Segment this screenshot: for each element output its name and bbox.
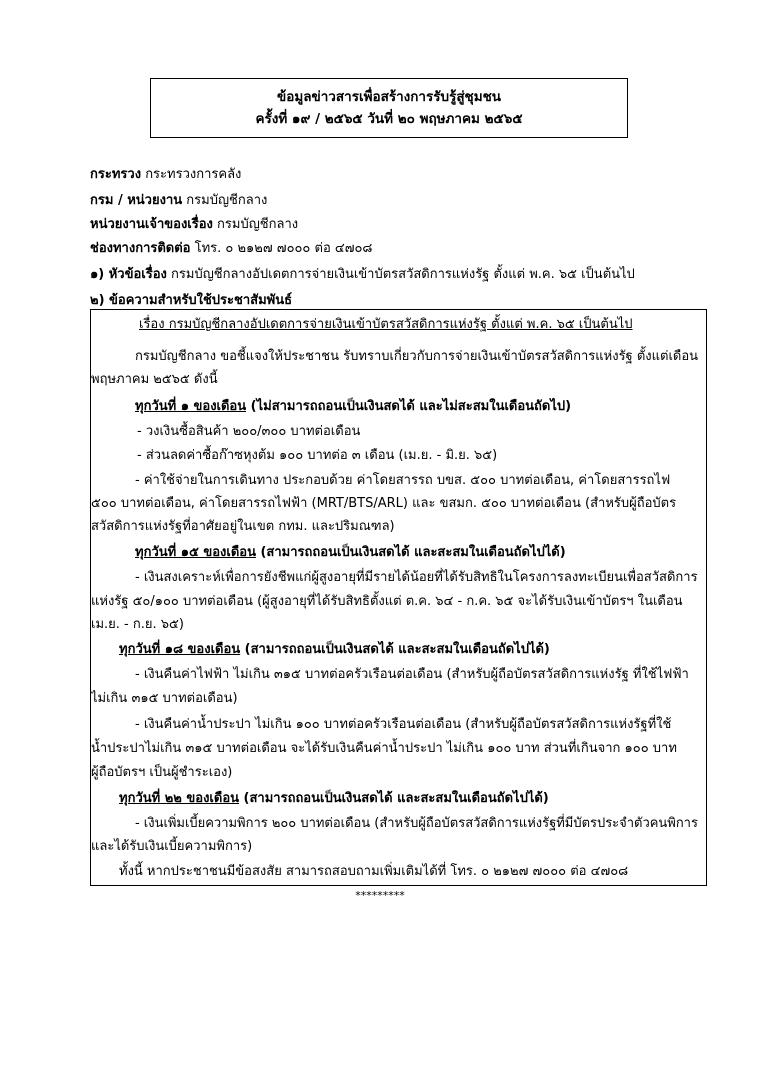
day-1-item-c-1: - ค่าใช้จ่ายในการเดินทาง ประกอบด้วย ค่าโดยสารรถ บขส. ๕๐๐ บาทต่อเดือน, ค่าโดยสารรถไฟ bbox=[135, 473, 671, 488]
meta-department-label: กรม / หน่วยงาน bbox=[90, 193, 183, 208]
day-1-item-c-2: ๕๐๐ บาทต่อเดือน, ค่าโดยสารรถไฟฟ้า (MRT/BTS/ARL) และ ขสมก. ๕๐๐ บาทต่อเดือน (สำหรับผู้ถือบัตร bbox=[91, 496, 677, 511]
section-day-15-note: (สามารถถอนเป็นเงินสดได้ และสะสมในเดือนถัดไปได้) bbox=[255, 545, 566, 560]
section-day-18-title: ทุกวันที่ ๑๘ ของเดือน bbox=[119, 642, 241, 657]
day-18-item-a-1: - เงินคืนค่าไฟฟ้า ไม่เกิน ๓๑๕ บาทต่อครัวเรือนต่อเดือน (สำหรับผู้ถือบัตรสวัสดิการแห่งรัฐ ที่ใช้ไฟฟ้า bbox=[135, 667, 689, 682]
section-day-1 bbox=[135, 398, 571, 416]
meta-ministry-value: กระทรวงการคลัง bbox=[145, 167, 242, 182]
meta-pr-label: ๒) ข้อความสำหรับใช้ประชาสัมพันธ์ bbox=[90, 293, 293, 308]
meta-subject bbox=[90, 263, 635, 284]
meta-owner-label: หน่วยงานเจ้าของเรื่อง bbox=[90, 217, 213, 232]
section-day-1-title: ทุกวันที่ ๑ ของเดือน bbox=[135, 399, 247, 414]
section-day-22-note: (สามารถถอนเป็นเงินสดได้ และสะสมในเดือนถัดไปได้) bbox=[239, 791, 549, 806]
header-title: ข้อมูลข่าวสารเพื่อสร้างการรับรู้สู่ชุมชน bbox=[276, 89, 502, 105]
section-day-22 bbox=[119, 790, 549, 808]
section-day-15 bbox=[135, 544, 566, 562]
day-1-item-a: - วงเงินซื้อสินค้า ๒๐๐/๓๐๐ บาทต่อเดือน bbox=[137, 424, 361, 439]
day-18-item-b-1: - เงินคืนค่าน้ำประปา ไม่เกิน ๑๐๐ บาทต่อครัวเรือนต่อเดือน (สำหรับผู้ถือบัตรสวัสดิการแห่งรัฐที่ใช้ bbox=[135, 717, 672, 732]
content-heading: เรื่อง กรมบัญชีกลางอัปเดตการจ่ายเงินเข้าบัตรสวัสดิการแห่งรัฐ ตั้งแต่ พ.ค. ๖๕ เป็นต้นไป bbox=[139, 317, 633, 332]
day-1-item-c-3: สวัสดิการแห่งรัฐที่อาศัยอยู่ในเขต กทม. และปริมณฑล) bbox=[91, 519, 395, 534]
section-day-18-note: (สามารถถอนเป็นเงินสดได้ และสะสมในเดือนถัดไปได้) bbox=[240, 642, 550, 657]
intro-line-2: พฤษภาคม ๒๕๖๕ ดังนี้ bbox=[91, 372, 218, 387]
meta-contact-label: ช่องทางการติดต่อ bbox=[90, 241, 191, 256]
day-22-item-a-1: - เงินเพิ่มเบี้ยความพิการ ๒๐๐ บาทต่อเดือน (สำหรับผู้ถือบัตรสวัสดิการแห่งรัฐที่มีบัตรประจำตัวคนพิการ bbox=[135, 816, 698, 831]
end-marker: ********* bbox=[355, 889, 405, 902]
day-18-item-a-2: ไม่เกิน ๓๑๕ บาทต่อเดือน) bbox=[91, 691, 238, 706]
section-day-18 bbox=[119, 641, 550, 659]
meta-subject-label: ๑) หัวข้อเรื่อง bbox=[90, 267, 167, 282]
meta-contact-value: โทร. ๐ ๒๑๒๗ ๗๐๐๐ ต่อ ๔๗๐๘ bbox=[194, 241, 373, 256]
day-18-item-b-2: น้ำประปาไม่เกิน ๓๑๕ บาทต่อเดือน จะได้รับเงินคืนค่าน้ำประปา ไม่เกิน ๑๐๐ บาท ส่วนที่เกินจาก ๑๐๐ บาท bbox=[91, 741, 677, 756]
section-day-1-note: (ไม่สามารถถอนเป็นเงินสดได้ และไม่สะสมในเดือนถัดไป) bbox=[246, 399, 572, 414]
closing-contact: ทั้งนี้ หากประชาชนมีข้อสงสัย สามารถสอบถามเพิ่มเติมได้ที่ โทร. ๐ ๒๑๒๗ ๗๐๐๐ ต่อ ๔๗๐๘ bbox=[119, 864, 629, 879]
meta-department-value: กรมบัญชีกลาง bbox=[186, 193, 268, 208]
meta-owner bbox=[90, 213, 298, 234]
meta-contact bbox=[90, 237, 372, 258]
header-issue-date: ครั้งที่ ๑๙ / ๒๕๖๕ วันที่ ๒๐ พฤษภาคม ๒๕๖๕ bbox=[255, 111, 523, 127]
meta-ministry-label: กระทรวง bbox=[90, 167, 142, 182]
meta-subject-value: กรมบัญชีกลางอัปเดตการจ่ายเงินเข้าบัตรสวัสดิการแห่งรัฐ ตั้งแต่ พ.ค. ๖๕ เป็นต้นไป bbox=[171, 267, 635, 282]
meta-department bbox=[90, 189, 267, 210]
header-box bbox=[150, 78, 628, 138]
meta-pr bbox=[90, 289, 292, 310]
section-day-15-title: ทุกวันที่ ๑๕ ของเดือน bbox=[135, 545, 256, 560]
meta-ministry bbox=[90, 163, 241, 184]
day-15-item-a-2: แห่งรัฐ ๕๐/๑๐๐ บาทต่อเดือน (ผู้สูงอายุที่ได้รับสิทธิตั้งแต่ ต.ค. ๖๔ - ก.ค. ๖๕ จะได้รับเงินเข้าบัตรฯ ในเดือน bbox=[91, 594, 683, 609]
day-15-item-a-1: - เงินสงเคราะห์เพื่อการยังชีพแก่ผู้สูงอายุที่มีรายได้น้อยที่ได้รับสิทธิในโครงการลงทะเบียนเพื่อสวัสดิการ bbox=[135, 570, 698, 585]
meta-owner-value: กรมบัญชีกลาง bbox=[217, 217, 299, 232]
intro-line-1: กรมบัญชีกลาง ขอชี้แจงให้ประชาชน รับทราบเกี่ยวกับการจ่ายเงินเข้าบัตรสวัสดิการแห่งรัฐ ตั้งแต่เดือน bbox=[135, 349, 699, 364]
day-15-item-a-3: เม.ย. - ก.ย. ๖๕) bbox=[91, 617, 184, 632]
pr-content-box bbox=[90, 309, 707, 886]
section-day-22-title: ทุกวันที่ ๒๒ ของเดือน bbox=[119, 791, 240, 806]
day-22-item-a-2: และได้รับเงินเบี้ยความพิการ) bbox=[91, 839, 253, 854]
day-1-item-b: - ส่วนลดค่าซื้อก๊าซหุงต้ม ๑๐๐ บาทต่อ ๓ เดือน (เม.ย. - มิ.ย. ๖๕) bbox=[137, 448, 498, 463]
day-18-item-b-3: ผู้ถือบัตรฯ เป็นผู้ชำระเอง) bbox=[91, 765, 233, 780]
